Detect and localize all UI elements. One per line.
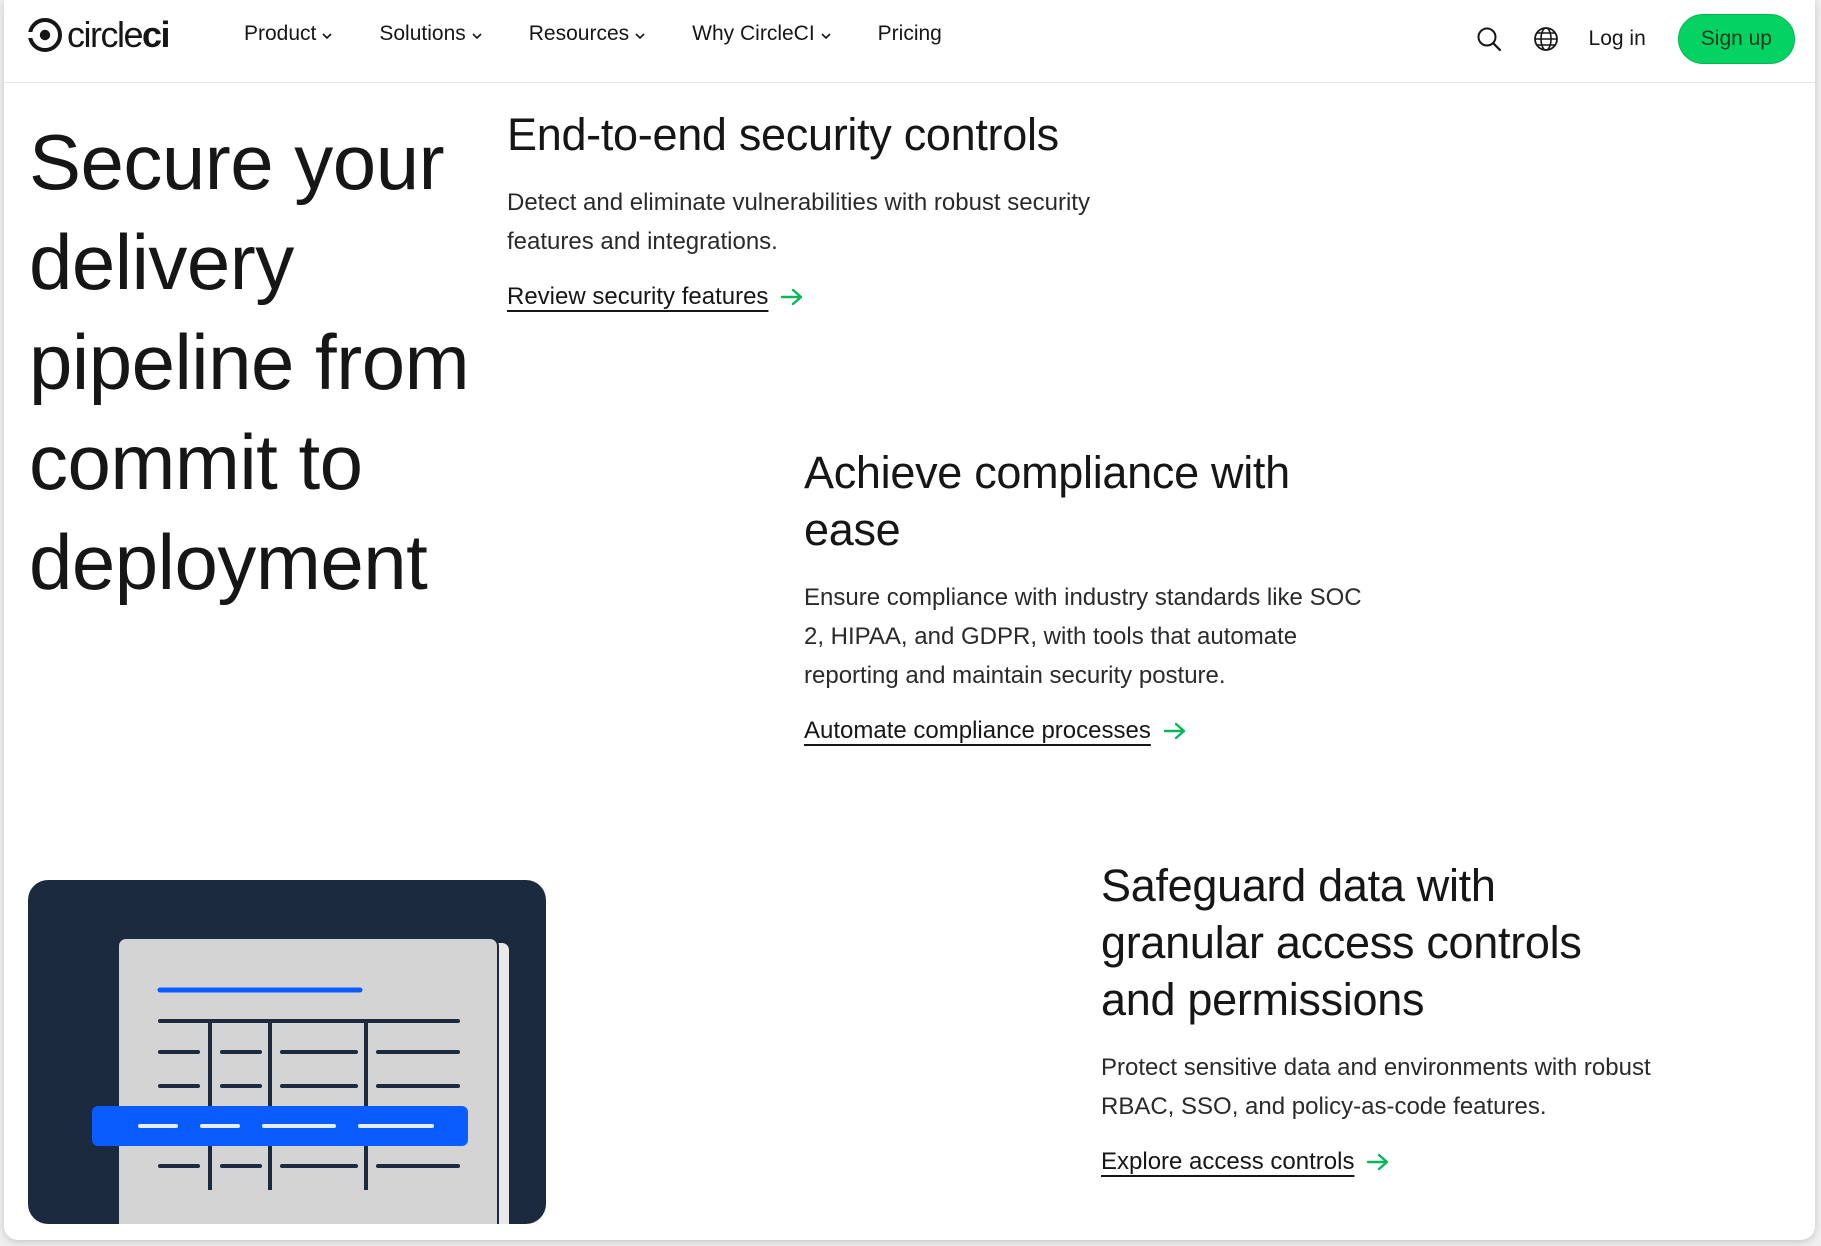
nav-item-product[interactable] (244, 22, 333, 46)
review-security-features-link[interactable] (507, 283, 804, 311)
feature-security-controls (507, 106, 1127, 311)
chevron-down-icon (634, 32, 646, 40)
logo-wordmark (67, 14, 169, 56)
search-icon[interactable] (1475, 25, 1503, 53)
feature-description: Detect and eliminate vulnerabilities with robust security features and integrations. (507, 189, 1090, 255)
nav-item-label: Why CircleCI (692, 22, 815, 45)
feature-heading: End-to-end security controls (507, 109, 1059, 160)
table-document-illustration (28, 880, 546, 1224)
feature-description: Ensure compliance with industry standards like SOC 2, HIPAA, and GDPR, with tools that automate reporting and maintain security posture. (804, 584, 1362, 689)
nav-item-label: Solutions (379, 22, 466, 45)
chevron-down-icon (820, 32, 832, 40)
link-label: Review security features (507, 283, 769, 310)
circleci-logo[interactable] (28, 16, 169, 54)
feature-description: Protect sensitive data and environments with robust RBAC, SSO, and policy-as-code features. (1101, 1054, 1651, 1120)
chevron-down-icon (471, 32, 483, 40)
circleci-logo-icon (28, 18, 62, 52)
arrow-right-icon (1163, 721, 1187, 741)
logo-wordmark-bold: ci (142, 14, 170, 55)
browser-page (4, 0, 1815, 1240)
chevron-down-icon (321, 32, 333, 40)
feature-compliance (804, 444, 1364, 745)
link-label: Explore access controls (1101, 1148, 1355, 1175)
security-table-illustration (28, 880, 546, 1224)
top-navigation (4, 0, 1815, 83)
nav-actions (1475, 14, 1795, 64)
nav-item-resources[interactable] (529, 22, 646, 46)
nav-item-label: Product (244, 22, 317, 45)
arrow-right-icon (780, 287, 804, 307)
feature-heading: Achieve compliance with ease (804, 447, 1290, 555)
link-label: Automate compliance processes (804, 717, 1151, 744)
nav-item-label: Resources (528, 22, 630, 45)
login-link[interactable]: Log in (1588, 27, 1646, 50)
nav-item-label: Pricing (877, 22, 942, 45)
arrow-right-icon (1366, 1152, 1390, 1172)
hero-title: Secure your delivery pipeline from commit to deployment (29, 118, 470, 606)
feature-access-controls (1101, 857, 1661, 1176)
feature-heading: Safeguard data with granular access controls and permissions (1101, 860, 1582, 1025)
logo-wordmark-light: circle (67, 14, 143, 55)
explore-access-controls-link[interactable] (1101, 1148, 1390, 1176)
nav-item-pricing[interactable] (878, 22, 942, 46)
signup-button[interactable]: Sign up (1678, 14, 1795, 64)
main-menu (244, 22, 988, 46)
nav-item-why-circleci[interactable] (692, 22, 832, 46)
globe-icon[interactable] (1532, 25, 1560, 53)
automate-compliance-link[interactable] (804, 717, 1187, 745)
nav-item-solutions[interactable] (379, 22, 482, 46)
